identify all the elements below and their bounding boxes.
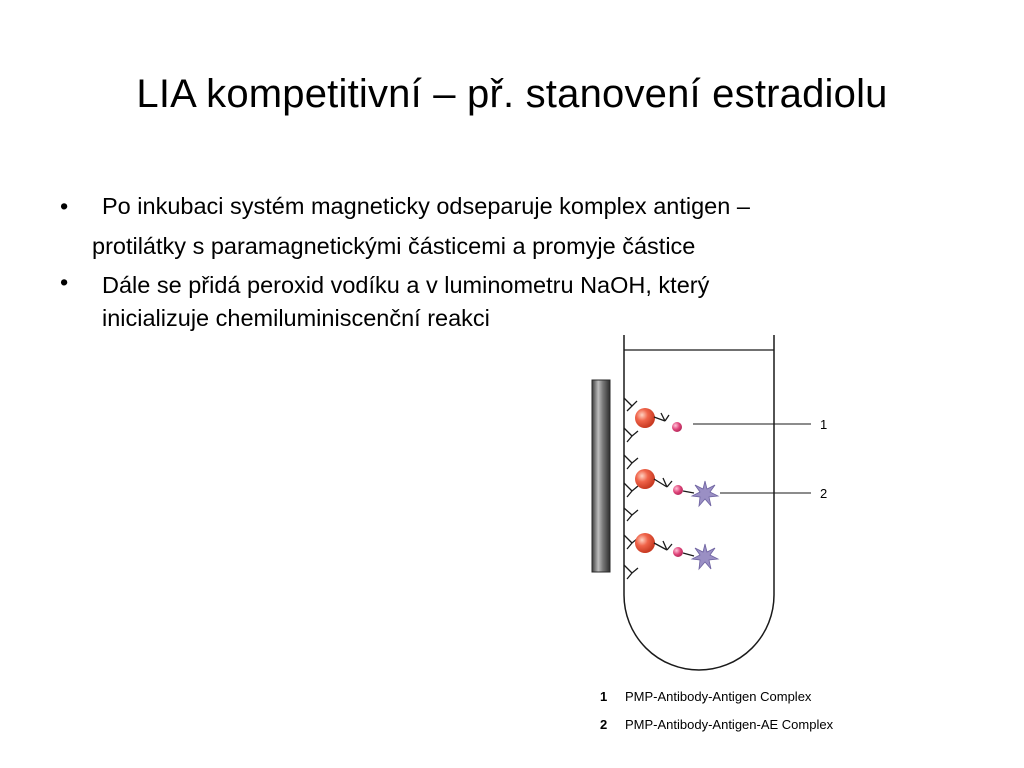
acridinium-ester-star	[692, 481, 718, 506]
paramagnetic-particle	[635, 408, 655, 428]
paramagnetic-particle	[635, 469, 655, 489]
test-tube-figure	[575, 303, 874, 739]
callout-number-1: 1	[820, 417, 828, 432]
bullet-text-line: Dále se přidá peroxid vodíku a v luminometru NaOH, který	[102, 272, 710, 298]
bullet-text-line: Po inkubaci systém magneticky odseparuje komplex antigen –	[102, 193, 750, 219]
acridinium-ester-star	[692, 544, 718, 569]
antigen-particle	[673, 547, 683, 557]
bullet-marker: •	[60, 269, 69, 295]
slide-title: LIA kompetitivní – př. stanovení estradiolu	[136, 72, 888, 116]
tube-diagram	[575, 303, 874, 739]
legend-label: PMP-Antibody-Antigen-AE Complex	[625, 717, 834, 732]
bullet-text-line: inicializuje chemiluminiscenční reakci	[102, 305, 490, 331]
pmp-complex-1	[635, 408, 682, 432]
antigen-particle	[672, 422, 682, 432]
legend-number: 2	[600, 717, 608, 732]
bullet-marker: •	[60, 193, 69, 219]
legend-label: PMP-Antibody-Antigen Complex	[625, 689, 812, 704]
callout-number-2: 2	[820, 486, 828, 501]
paramagnetic-particle	[635, 533, 655, 553]
bullet-text-line: protilátky s paramagnetickými částicemi a promyje částice	[92, 233, 696, 259]
antigen-particle	[673, 485, 683, 495]
pmp-complex-2	[635, 469, 718, 506]
bullet-item	[60, 186, 960, 266]
pmp-complex-3	[635, 533, 718, 569]
legend-number: 1	[600, 689, 608, 704]
magnet-bar	[592, 380, 610, 572]
wall-antibodies	[624, 398, 638, 579]
